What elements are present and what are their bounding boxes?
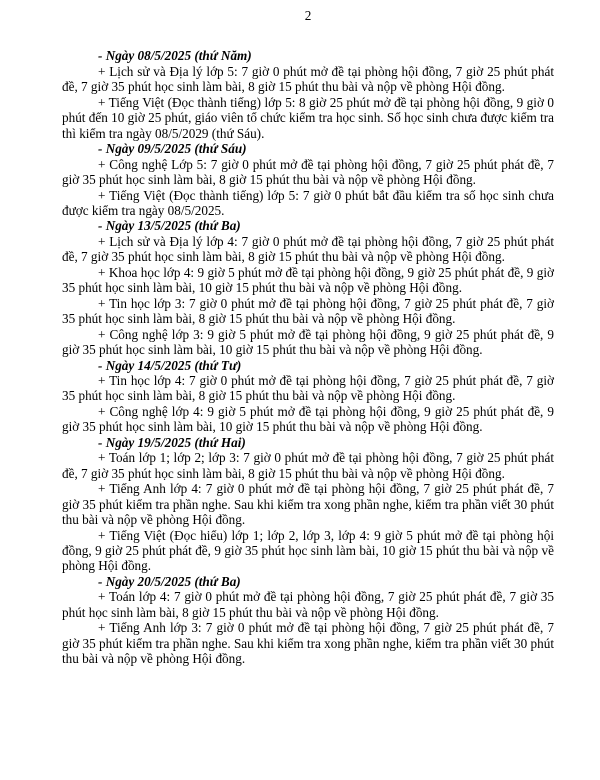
schedule-paragraph: + Công nghệ lớp 4: 9 giờ 5 phút mở đề tại phòng hội đồng, 9 giờ 25 phút phát đề, 9 giờ 35 phút học sinh làm bài, 10 giờ 15 phút thu bài và nộp về phòng Hội đồng. [62, 403, 554, 435]
document-content [62, 48, 554, 666]
day-section-13-5-2025 [62, 218, 554, 357]
date-heading: - Ngày 13/5/2025 (thứ Ba) [98, 218, 241, 234]
schedule-paragraph: + Toán lớp 1; lớp 2; lớp 3: 7 giờ 0 phút mở đề tại phòng hội đồng, 7 giờ 25 phút phát đề, 7 giờ 35 phút học sinh làm bài, 8 giờ 15 phút thu bài và nộp về phòng Hội đồng. [62, 450, 554, 481]
date-heading: - Ngày 20/5/2025 (thứ Ba) [98, 573, 241, 589]
schedule-paragraph: + Tiếng Việt (Đọc hiểu) lớp 1; lớp 2, lớp 3, lớp 4: 9 giờ 5 phút mở đề tại phòng hội đồng, 9 giờ 25 phút phát đề, 9 giờ 35 phút học sinh làm bài, 10 giờ 15 phút thu bài và nộp về phòng Hội đồng. [62, 527, 554, 574]
schedule-paragraph: + Tiếng Anh lớp 4: 7 giờ 0 phút mở đề tại phòng hội đồng, 7 giờ 25 phút phát đề, 7 giờ 35 phút kiểm tra phần nghe. Sau khi kiểm tra xong phần nghe, kiểm tra phần viết 30 phút thu bài và nộp về phòng Hội đồng. [62, 481, 554, 528]
date-heading: - Ngày 14/5/2025 (thứ Tư) [98, 357, 242, 373]
schedule-paragraph: + Toán lớp 4: 7 giờ 0 phút mở đề tại phòng hội đồng, 7 giờ 25 phút phát đề, 7 giờ 35 phút học sinh làm bài, 8 giờ 15 phút thu bài và nộp về phòng Hội đồng. [62, 589, 554, 620]
schedule-paragraph: + Tiếng Việt (Đọc thành tiếng) lớp 5: 7 giờ 0 phút bắt đầu kiểm tra số học sinh chưa được kiểm tra ngày 08/5/2025. [62, 187, 554, 218]
date-heading: - Ngày 09/5/2025 (thứ Sáu) [98, 141, 247, 157]
schedule-paragraph: + Công nghệ Lớp 5: 7 giờ 0 phút mở đề tại phòng hội đồng, 7 giờ 25 phút phát đề, 7 giờ 35 phút học sinh làm bài, 8 giờ 15 phút thu bài và nộp về phòng Hội đồng. [62, 156, 554, 188]
page-number: 2 [304, 8, 312, 23]
schedule-paragraph: + Lịch sử và Địa lý lớp 5: 7 giờ 0 phút mở đề tại phòng hội đồng, 7 giờ 25 phút phát đề, 7 giờ 35 phút học sinh làm bài, 8 giờ 15 phút thu bài và nộp về phòng Hội đồng. [62, 63, 554, 95]
schedule-paragraph: + Công nghệ lớp 3: 9 giờ 5 phút mở đề tại phòng hội đồng, 9 giờ 25 phút phát đề, 9 giờ 35 phút học sinh làm bài, 10 giờ 15 phút thu bài và nộp về phòng Hội đồng. [62, 326, 554, 358]
day-section-09-5-2025 [62, 141, 554, 218]
schedule-paragraph: + Lịch sử và Địa lý lớp 4: 7 giờ 0 phút mở đề tại phòng hội đồng, 7 giờ 25 phút phát đề, 7 giờ 35 phút học sinh làm bài, 8 giờ 15 phút thu bài và nộp về phòng Hội đồng. [62, 233, 554, 265]
date-heading: - Ngày 08/5/2025 (thứ Năm) [98, 48, 252, 64]
day-section-19-5-2025 [62, 435, 554, 574]
schedule-paragraph: + Tin học lớp 4: 7 giờ 0 phút mở đề tại phòng hội đồng, 7 giờ 25 phút phát đề, 7 giờ 35 phút học sinh làm bài, 8 giờ 15 phút thu bài và nộp về phòng Hội đồng. [62, 372, 554, 404]
schedule-paragraph: + Tiếng Việt (Đọc thành tiếng) lớp 5: 8 giờ 25 phút mở đề tại phòng hội đồng, 9 giờ 0 phút đến 10 giờ 25 phút, giáo viên tổ chức kiểm tra học sinh. Số học sinh chưa được kiểm tra thì kiểm tra ngày 08/5/2029 (thứ Sáu). [62, 94, 554, 141]
date-heading: - Ngày 19/5/2025 (thứ Hai) [98, 434, 246, 450]
day-section-08-5-2025 [62, 48, 554, 141]
schedule-paragraph: + Tiếng Anh lớp 3: 7 giờ 0 phút mở đề tại phòng hội đồng, 7 giờ 25 phút phát đề, 7 giờ 35 phút kiểm tra phần nghe. Sau khi kiểm tra xong phần nghe, kiểm tra phần viết 30 phút thu bài và nộp về phòng Hội đồng. [62, 620, 554, 667]
schedule-paragraph: + Tin học lớp 3: 7 giờ 0 phút mở đề tại phòng hội đồng, 7 giờ 25 phút phát đề, 7 giờ 35 phút học sinh làm bài, 8 giờ 15 phút thu bài và nộp về phòng Hội đồng. [62, 295, 554, 327]
day-section-20-5-2025 [62, 574, 554, 667]
day-section-14-5-2025 [62, 358, 554, 435]
schedule-paragraph: + Khoa học lớp 4: 9 giờ 5 phút mở đề tại phòng hội đồng, 9 giờ 25 phút phát đề, 9 giờ 35 phút học sinh làm bài, 10 giờ 15 phút thu bài và nộp về phòng Hội đồng. [62, 264, 554, 296]
